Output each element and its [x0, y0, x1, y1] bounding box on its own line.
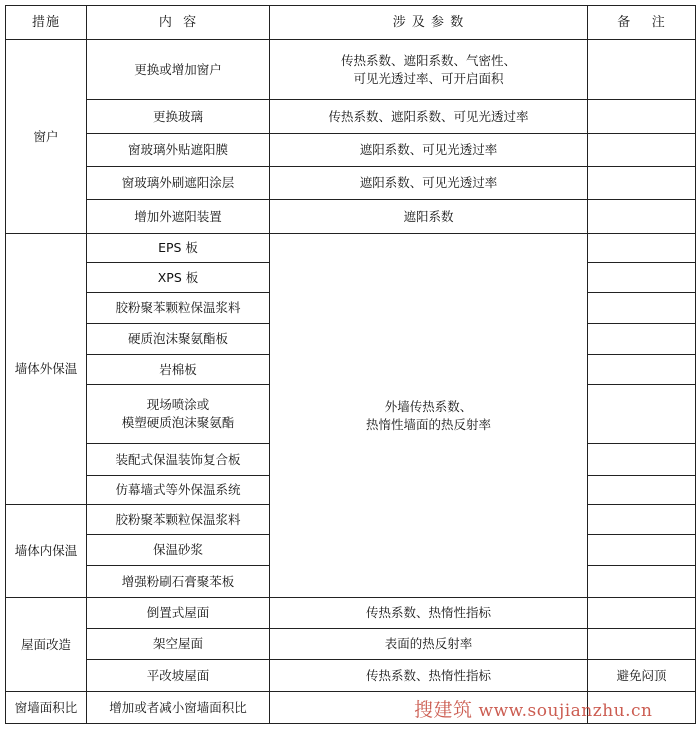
remark-cell: [588, 444, 696, 476]
content-cell: 增加或者减小窗墙面积比: [87, 692, 270, 724]
remark-cell: [588, 324, 696, 355]
content-cell: 更换玻璃: [87, 100, 270, 134]
watermark-url: www.soujianzhu.cn: [478, 701, 653, 721]
params-cell: 传热系数、遮阳系数、气密性、 可见光透过率、可开启面积: [270, 40, 588, 100]
remark-cell: [588, 476, 696, 505]
content-cell: EPS 板: [87, 234, 270, 263]
table-row: [6, 660, 696, 692]
header-measure: 措施: [6, 6, 87, 40]
content-cell: 装配式保温装饰复合板: [87, 444, 270, 476]
remark-cell: [588, 263, 696, 293]
table-row: [6, 629, 696, 660]
header-content: 内 容: [87, 6, 270, 40]
remark-cell: [588, 167, 696, 200]
remark-cell: 避免闷顶: [588, 660, 696, 692]
content-cell: 更换或增加窗户: [87, 40, 270, 100]
category-wall-exterior: 墙体外保温: [6, 234, 87, 505]
table-row: [6, 134, 696, 167]
remark-cell: [588, 629, 696, 660]
remark-cell: [588, 535, 696, 566]
header-row: [6, 6, 696, 40]
content-cell: XPS 板: [87, 263, 270, 293]
remark-cell: [588, 293, 696, 324]
params-cell: 传热系数、热惰性指标: [270, 660, 588, 692]
header-params: 涉 及 参 数: [270, 6, 588, 40]
remark-cell: [588, 598, 696, 629]
params-cell: 遮阳系数、可见光透过率: [270, 167, 588, 200]
content-cell: 保温砂浆: [87, 535, 270, 566]
category-ratio: 窗墙面积比: [6, 692, 87, 724]
content-cell: 胶粉聚苯颗粒保温浆料: [87, 505, 270, 535]
remark-cell: [588, 355, 696, 385]
params-cell: 传热系数、遮阳系数、可见光透过率: [270, 100, 588, 134]
table-row: [6, 598, 696, 629]
remark-cell: [588, 100, 696, 134]
watermark: [414, 695, 652, 725]
table-row: [6, 100, 696, 134]
content-cell: 胶粉聚苯颗粒保温浆料: [87, 293, 270, 324]
params-cell-wall: 外墙传热系数、 热惰性墙面的热反射率: [270, 234, 588, 598]
params-cell: 传热系数、热惰性指标: [270, 598, 588, 629]
watermark-brand: 搜建筑: [414, 699, 473, 721]
content-cell: 架空屋面: [87, 629, 270, 660]
header-remark: 备 注: [588, 6, 696, 40]
content-cell: 增加外遮阳装置: [87, 200, 270, 234]
content-cell: 岩棉板: [87, 355, 270, 385]
remark-cell: [588, 134, 696, 167]
remark-cell: [588, 40, 696, 100]
remark-cell: [588, 566, 696, 598]
content-cell: 增强粉刷石膏聚苯板: [87, 566, 270, 598]
content-cell: 平改坡屋面: [87, 660, 270, 692]
category-window: 窗户: [6, 40, 87, 234]
remark-cell: [588, 505, 696, 535]
params-cell: 表面的热反射率: [270, 629, 588, 660]
remark-cell: [588, 200, 696, 234]
content-cell: 窗玻璃外贴遮阳膜: [87, 134, 270, 167]
remark-cell: [588, 234, 696, 263]
table-row: [6, 200, 696, 234]
table-row: [6, 40, 696, 100]
params-cell: 遮阳系数: [270, 200, 588, 234]
category-wall-interior: 墙体内保温: [6, 505, 87, 598]
remark-cell: [588, 385, 696, 444]
params-cell: 遮阳系数、可见光透过率: [270, 134, 588, 167]
table-row: [6, 234, 696, 263]
content-cell: 窗玻璃外刷遮阳涂层: [87, 167, 270, 200]
retrofit-measures-table: [5, 5, 696, 724]
content-cell: 硬质泡沫聚氨酯板: [87, 324, 270, 355]
content-cell: 仿幕墙式等外保温系统: [87, 476, 270, 505]
content-cell: 现场喷涂或 模塑硬质泡沫聚氨酯: [87, 385, 270, 444]
content-cell: 倒置式屋面: [87, 598, 270, 629]
table-row: [6, 167, 696, 200]
category-roof: 屋面改造: [6, 598, 87, 692]
